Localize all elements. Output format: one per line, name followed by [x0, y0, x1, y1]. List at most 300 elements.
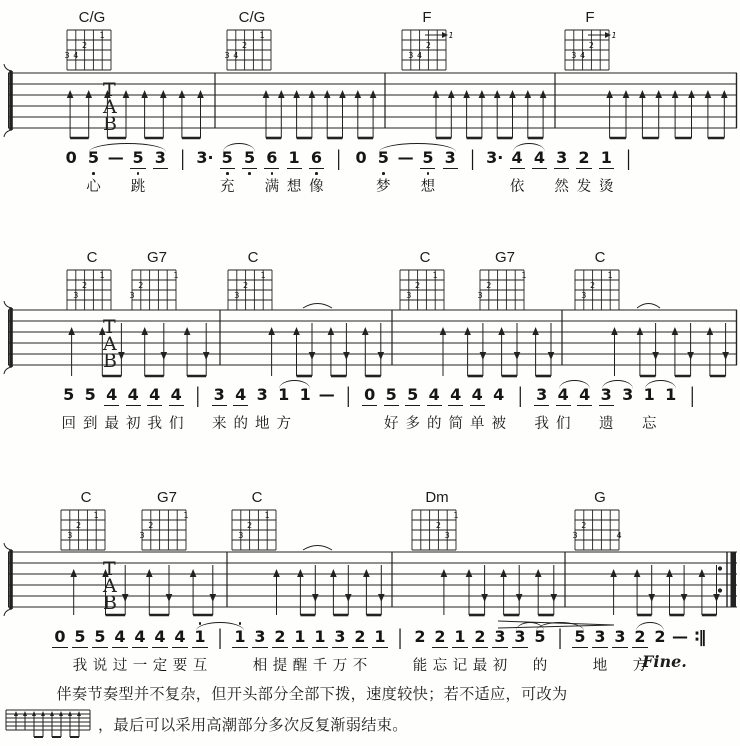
svg-text:2: 2 [590, 281, 596, 290]
svg-text:3: 3 [238, 531, 244, 540]
jianpu-token [230, 627, 250, 675]
svg-text:1: 1 [453, 511, 459, 520]
jianpu-token [590, 627, 610, 675]
jianpu-token [209, 385, 231, 433]
note-number: 2 [414, 627, 426, 646]
note-number: 2 [654, 627, 666, 646]
jianpu-token [553, 385, 575, 433]
note-number: 3 [334, 627, 346, 646]
note-number: 3 [594, 627, 606, 646]
jianpu-token [305, 148, 327, 196]
note-number: 1 [374, 627, 386, 646]
jianpu-token [394, 148, 416, 196]
svg-text:3: 3 [129, 291, 135, 300]
note-number: 3 [614, 627, 626, 646]
jianpu-token [359, 385, 381, 433]
svg-text:2: 2 [76, 521, 82, 530]
barline-token [187, 382, 209, 433]
svg-text:2: 2 [435, 521, 441, 530]
note-number: 2 [434, 627, 446, 646]
chord-name: C/G [238, 9, 266, 26]
note-number: 4 [170, 385, 182, 404]
note-number: 3 [536, 385, 548, 404]
svg-text:A: A [103, 333, 117, 355]
tab-staff [0, 300, 740, 384]
jianpu-token [230, 385, 252, 433]
svg-text:4: 4 [417, 51, 423, 60]
note-number: 3· [196, 148, 214, 167]
barline-token [550, 624, 570, 675]
jianpu-token [381, 385, 403, 433]
svg-text:2: 2 [425, 41, 431, 50]
svg-text:T: T [103, 558, 116, 580]
jianpu-token [261, 148, 283, 196]
svg-text:2: 2 [82, 281, 88, 290]
lyric-char: 方 [276, 416, 291, 432]
note-number: 1 [600, 148, 612, 167]
chord-name: G7 [494, 249, 515, 266]
svg-text:1: 1 [259, 31, 265, 40]
note-number: 4 [149, 385, 161, 404]
repeat-sign-token [690, 627, 710, 675]
note-number: 6 [266, 148, 278, 167]
lyric-char: 不 [352, 658, 368, 674]
jianpu-token [270, 627, 290, 675]
lyric-char: 醒 [292, 658, 308, 674]
lyric-char: 忘 [642, 416, 657, 432]
note-number: 5 [385, 385, 397, 404]
lyric-char: 想 [286, 179, 302, 195]
lyric-char: 来 [212, 416, 227, 432]
lyric-char: 初 [492, 658, 508, 674]
jianpu-token [410, 627, 430, 675]
note-number: — [107, 148, 124, 167]
chord-name: C [419, 249, 431, 266]
svg-text:2: 2 [486, 281, 492, 290]
note-number: 5 [221, 148, 233, 167]
jianpu-token [430, 627, 450, 675]
lyric-char: 的 [233, 416, 248, 432]
note-number: ∶‖ [694, 627, 706, 646]
note-number: | [397, 624, 403, 650]
lyric-char: 心 [86, 179, 101, 195]
svg-text:2: 2 [243, 281, 249, 290]
lyric-char: 到 [83, 416, 98, 432]
svg-text:3: 3 [64, 51, 70, 60]
jianpu-lyrics-row [58, 382, 703, 433]
lyric-char: 初 [126, 416, 141, 432]
note-number: 4 [557, 385, 569, 404]
jianpu-token [70, 627, 90, 675]
jianpu-token [506, 148, 528, 196]
svg-text:4: 4 [73, 51, 79, 60]
note-number: 2 [354, 627, 366, 646]
jianpu-token [316, 385, 338, 433]
jianpu-token [610, 627, 630, 675]
svg-text:1: 1 [183, 511, 189, 520]
jianpu-token [595, 148, 617, 196]
note-number: 3 [213, 385, 225, 404]
jianpu-token [510, 627, 530, 675]
note-number: 5 [407, 385, 419, 404]
note-number: 4 [235, 385, 247, 404]
svg-text:1: 1 [607, 271, 613, 280]
svg-text:3: 3 [224, 51, 230, 60]
barline-token [390, 624, 410, 675]
lyric-char: 千 [312, 658, 328, 674]
svg-text:2: 2 [242, 41, 248, 50]
lyric-char: 的 [427, 416, 442, 432]
svg-text:A: A [103, 575, 117, 597]
jianpu-token [149, 148, 171, 196]
svg-text:T: T [103, 316, 116, 338]
barline-token [461, 145, 483, 196]
lyric-char: 跳 [130, 179, 146, 195]
note-number: | [626, 145, 632, 171]
note-number: 3 [254, 627, 266, 646]
note-number: 4 [154, 627, 166, 646]
jianpu-token [60, 148, 82, 196]
barline-token [682, 382, 704, 433]
svg-text:3: 3 [406, 291, 412, 300]
lyric-char: 我 [534, 416, 549, 432]
note-number: 3 [154, 148, 166, 167]
lyric-char: 简 [448, 416, 463, 432]
note-number: 4 [428, 385, 440, 404]
note-number: 4 [174, 627, 186, 646]
note-number: 6 [310, 148, 322, 167]
jianpu-token [350, 627, 370, 675]
jianpu-token [424, 385, 446, 433]
svg-text:3: 3 [408, 51, 414, 60]
chord-name: C [247, 249, 259, 266]
tab-staff [0, 543, 740, 635]
jianpu-token [402, 385, 424, 433]
jianpu-token [528, 148, 550, 196]
jianpu-token [570, 627, 590, 675]
tab-staff [0, 58, 740, 148]
note-number: — [397, 148, 414, 167]
svg-text:2: 2 [148, 521, 154, 530]
chord-name: C [86, 249, 98, 266]
note-number: | [336, 145, 342, 171]
svg-text:1: 1 [93, 511, 99, 520]
chord-name: G [594, 489, 606, 506]
jianpu-token [144, 385, 166, 433]
note-number: | [557, 624, 563, 650]
lyric-char: 我 [147, 416, 162, 432]
barline-token [617, 145, 639, 196]
note-number: 3 [622, 385, 634, 404]
note-number: 5 [63, 385, 75, 404]
lyric-char: 地 [255, 416, 270, 432]
svg-text:4: 4 [580, 51, 586, 60]
jianpu-token [110, 627, 130, 675]
svg-text:1: 1 [264, 511, 270, 520]
note-number: | [517, 382, 523, 408]
svg-text:4: 4 [233, 51, 239, 60]
note-number: 4 [533, 148, 545, 167]
note-number: 3 [556, 148, 568, 167]
svg-text:3: 3 [67, 531, 73, 540]
jianpu-token [639, 385, 661, 433]
note-number: 5 [377, 148, 389, 167]
jianpu-token [445, 385, 467, 433]
jianpu-token [372, 148, 394, 196]
svg-text:4: 4 [616, 531, 622, 540]
jianpu-lyrics-row [50, 624, 710, 675]
lyric-char: 然 [554, 179, 569, 195]
jianpu-token [531, 385, 553, 433]
jianpu-token [123, 385, 145, 433]
chord-name: C [594, 249, 606, 266]
jianpu-token [530, 627, 550, 675]
lyric-char: 相 [252, 658, 268, 674]
svg-text:3: 3 [139, 531, 145, 540]
jianpu-token [90, 627, 110, 675]
note-number: 5 [422, 148, 434, 167]
note-number: 5 [74, 627, 86, 646]
jianpu-token [130, 627, 150, 675]
lyric-char: 多 [405, 416, 420, 432]
note-number: 1 [294, 627, 306, 646]
note-number: 1 [234, 627, 246, 646]
svg-text:3: 3 [73, 291, 79, 300]
jianpu-token [490, 627, 510, 675]
lyric-char: 过 [112, 658, 128, 674]
lyric-char: 像 [309, 179, 324, 195]
lyric-char: 忘 [432, 658, 448, 674]
svg-text:2: 2 [82, 41, 88, 50]
jianpu-token [450, 627, 470, 675]
lyric-char: 被 [491, 416, 506, 432]
note-number: — [672, 627, 688, 646]
lyric-char: 万 [332, 658, 348, 674]
svg-text:3: 3 [477, 291, 483, 300]
lyric-char: 的 [532, 658, 548, 674]
chord-name: G7 [146, 249, 167, 266]
jianpu-token [127, 148, 149, 196]
note-number: 5 [87, 148, 100, 167]
jianpu-token [283, 148, 305, 196]
svg-text:2: 2 [247, 521, 253, 530]
lyric-char: 好 [384, 416, 399, 432]
note-number: | [689, 382, 695, 408]
jianpu-token [370, 627, 390, 675]
note-number: 3 [600, 385, 612, 404]
lyric-char: 说 [92, 658, 108, 674]
note-number: 0 [65, 148, 77, 167]
lyric-char: 地 [592, 658, 608, 674]
note-number: 4 [127, 385, 139, 404]
note-number: 0 [355, 148, 367, 167]
jianpu-token [252, 385, 274, 433]
jianpu-token [50, 627, 70, 675]
note-number: 4 [579, 385, 591, 404]
svg-text:1: 1 [611, 31, 617, 40]
jianpu-token [58, 385, 80, 433]
svg-text:1: 1 [521, 271, 527, 280]
lyric-char: 最 [472, 658, 488, 674]
jianpu-token [273, 385, 295, 433]
note-number: 1 [454, 627, 466, 646]
note-number: 1 [288, 148, 300, 167]
jianpu-token [170, 627, 190, 675]
jianpu-token [101, 385, 123, 433]
jianpu-token [574, 385, 596, 433]
lyric-char: 互 [192, 658, 208, 674]
svg-text:3: 3 [444, 531, 450, 540]
svg-text:3: 3 [581, 291, 587, 300]
note-number: 4 [450, 385, 462, 404]
lyric-char: 要 [172, 658, 188, 674]
svg-text:2: 2 [581, 521, 587, 530]
svg-text:1: 1 [432, 271, 438, 280]
chord-name: C/G [78, 9, 106, 26]
svg-text:2: 2 [138, 281, 144, 290]
footer-note-line1: 伴奏节奏型并不复杂，但开头部分全部下拨，速度较快；若不适应，可改为 [56, 686, 568, 703]
note-number: 4 [106, 385, 118, 404]
svg-text:1: 1 [99, 31, 105, 40]
lyric-char: 单 [470, 416, 485, 432]
jianpu-token [150, 627, 170, 675]
svg-text:B: B [103, 113, 117, 135]
svg-text:B: B [103, 592, 117, 614]
jianpu-token [417, 148, 439, 196]
note-number: 3· [486, 148, 504, 167]
barline-token [510, 382, 532, 433]
svg-text:T: T [103, 79, 116, 101]
lyric-char: 梦 [376, 179, 391, 195]
jianpu-token [617, 385, 639, 433]
chord-name: Dm [425, 489, 449, 506]
note-number: 5 [132, 148, 144, 167]
lyric-char: 最 [104, 416, 119, 432]
note-number: | [217, 624, 223, 650]
jianpu-token [194, 148, 216, 196]
strum-pattern-tab-icon [4, 707, 92, 741]
svg-text:1: 1 [99, 271, 105, 280]
lyric-char: 定 [152, 658, 168, 674]
note-number: 2 [578, 148, 590, 167]
note-number: 5 [94, 627, 106, 646]
jianpu-token [467, 385, 489, 433]
jianpu-token [350, 148, 372, 196]
lyric-char: 提 [272, 658, 288, 674]
jianpu-token [596, 385, 618, 433]
jianpu-token [238, 148, 260, 196]
footer-note-line2 [4, 707, 408, 741]
note-number: | [469, 145, 476, 171]
lyric-char: 烫 [599, 179, 614, 195]
note-number: 3 [514, 627, 526, 646]
note-number: 3 [256, 385, 268, 404]
note-number: 1 [665, 385, 677, 404]
lyric-char: 充 [219, 179, 235, 195]
note-number: 5 [534, 627, 546, 646]
jianpu-token [216, 148, 238, 196]
jianpu-token [310, 627, 330, 675]
note-number: 1 [314, 627, 326, 646]
note-number: 2 [634, 627, 646, 646]
lyric-char: 回 [61, 416, 76, 432]
chord-name: F [585, 9, 595, 26]
chord-name: C [80, 489, 92, 506]
note-number: 4 [511, 148, 523, 167]
note-number: 1 [643, 385, 655, 404]
jianpu-token [105, 148, 127, 196]
note-number: 4 [493, 385, 505, 404]
lyric-char: 我 [72, 658, 88, 674]
jianpu-token [484, 148, 506, 196]
note-number: 2 [274, 627, 286, 646]
note-number: 0 [54, 627, 66, 646]
note-number: 5 [84, 385, 96, 404]
svg-text:3: 3 [572, 531, 578, 540]
jianpu-token [330, 627, 350, 675]
note-number: 3 [494, 627, 506, 646]
fine-marking: Fine. [642, 652, 687, 671]
chord-name: F [422, 9, 432, 26]
note-number: 4 [134, 627, 146, 646]
lyric-char: 发 [576, 179, 592, 195]
footer-note-line2-text: ，最后可以采用高潮部分多次反复渐弱结束。 [98, 716, 408, 734]
note-number: — [318, 385, 335, 404]
note-number: 1 [278, 385, 290, 404]
lyric-char: 满 [264, 179, 280, 195]
barline-token [171, 145, 193, 196]
svg-text:A: A [103, 96, 117, 118]
note-number: 2 [474, 627, 486, 646]
chord-name: G7 [156, 489, 177, 506]
lyric-char: 依 [509, 179, 525, 195]
svg-text:1: 1 [260, 271, 266, 280]
jianpu-token [290, 627, 310, 675]
note-number: 1 [194, 627, 206, 646]
jianpu-token [80, 385, 102, 433]
note-number: 4 [471, 385, 483, 404]
svg-text:3: 3 [571, 51, 577, 60]
lyric-char: 能 [412, 658, 428, 674]
barline-token [338, 382, 360, 433]
jianpu-token [573, 148, 595, 196]
jianpu-token [470, 627, 490, 675]
jianpu-token [551, 148, 573, 196]
jianpu-token [295, 385, 317, 433]
note-number: 5 [243, 148, 256, 167]
lyric-char: 记 [452, 658, 468, 674]
lyric-char: 想 [420, 179, 436, 195]
svg-text:2: 2 [415, 281, 421, 290]
svg-text:2: 2 [588, 41, 594, 50]
lyric-char: 遗 [599, 416, 614, 432]
note-number: | [345, 382, 351, 408]
barline-token [328, 145, 350, 196]
jianpu-token [660, 385, 682, 433]
note-number: 5 [574, 627, 586, 646]
svg-text:3: 3 [234, 291, 240, 300]
jianpu-token [439, 148, 461, 196]
note-number: 0 [364, 385, 376, 404]
jianpu-token [82, 148, 104, 196]
note-number: 1 [299, 385, 311, 404]
svg-text:B: B [103, 350, 117, 372]
lyric-char: 们 [556, 416, 571, 432]
svg-text:1: 1 [448, 31, 454, 40]
jianpu-token [488, 385, 510, 433]
lyric-char: 一 [132, 658, 148, 674]
lyric-char: 方 [632, 658, 648, 674]
